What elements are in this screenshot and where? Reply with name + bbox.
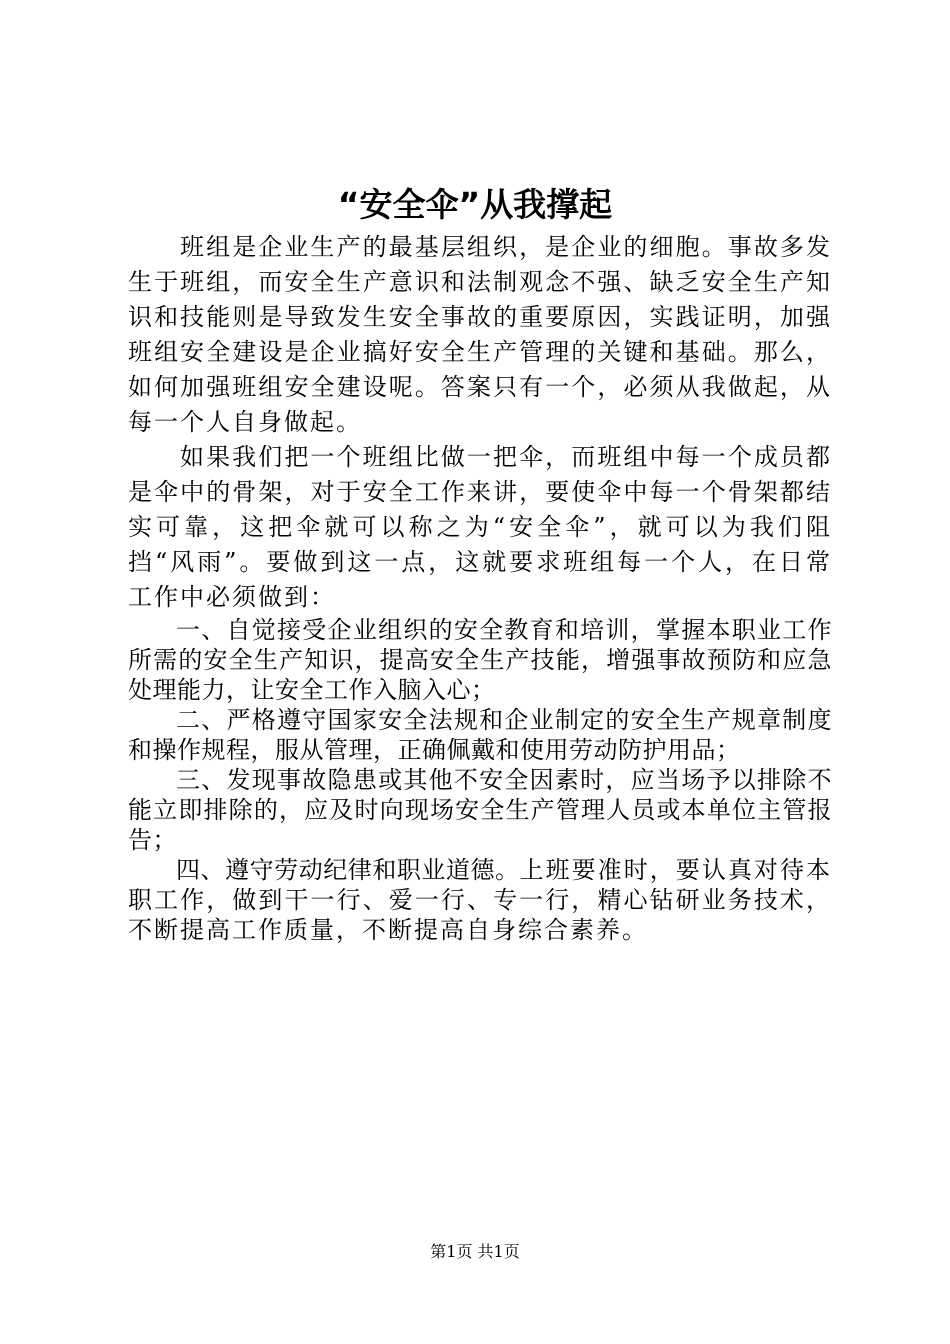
requirement-item-3: 三、发现事故隐患或其他不安全因素时，应当场予以排除不能立即排除的，应及时向现场安全生产管理人员或本单位主管报告； [128,766,832,854]
requirement-item-4-lead: 四、遵守劳动纪律和职业道德。 [176,856,520,884]
requirement-item-1: 一、自觉接受企业组织的安全教育和培训，掌握本职业工作所需的安全生产知识，提高安全生产技能，增强事故预防和应急处理能力，让安全工作入脑入心； [128,616,832,704]
page-footer: 第1页 共1页 [430,1242,520,1261]
paragraph-intro: 班组是企业生产的最基层组织，是企业的细胞。事故多发生于班组，而安全生产意识和法制观念不强、缺乏安全生产知识和技能则是导致发生安全事故的重要原因，实践证明，加强班组安全建设是企业搞好安全生产管理的关键和基础。那么，如何加强班组安全建设呢。答案只有一个，必须从我做起，从每一个人自身做起。 [128,233,832,436]
document-title: “安全伞”从我撑起 [337,185,613,224]
requirement-item-4-rest: 上班要准时，要认真对待本职工作，做到干一行、爱一行、专一行，精心钻研业务技术，不断提高工作质量，不断提高自身综合素养。 [128,856,833,944]
requirement-item-2: 二、严格遵守国家安全法规和企业制定的安全生产规章制度和操作规程，服从管理，正确佩戴和使用劳动防护用品； [128,706,832,764]
paragraph-umbrella: 如果我们把一个班组比做一把伞，而班组中每一个成员都是伞中的骨架，对于安全工作来讲，要使伞中每一个骨架都结实可靠，这把伞就可以称之为“安全伞”，就可以为我们阻挡“风雨”。要做到这一点，这就要求班组每一个人，在日常工作中必须做到： [128,443,832,611]
requirement-item-4 [128,855,832,945]
document-body [128,230,832,945]
